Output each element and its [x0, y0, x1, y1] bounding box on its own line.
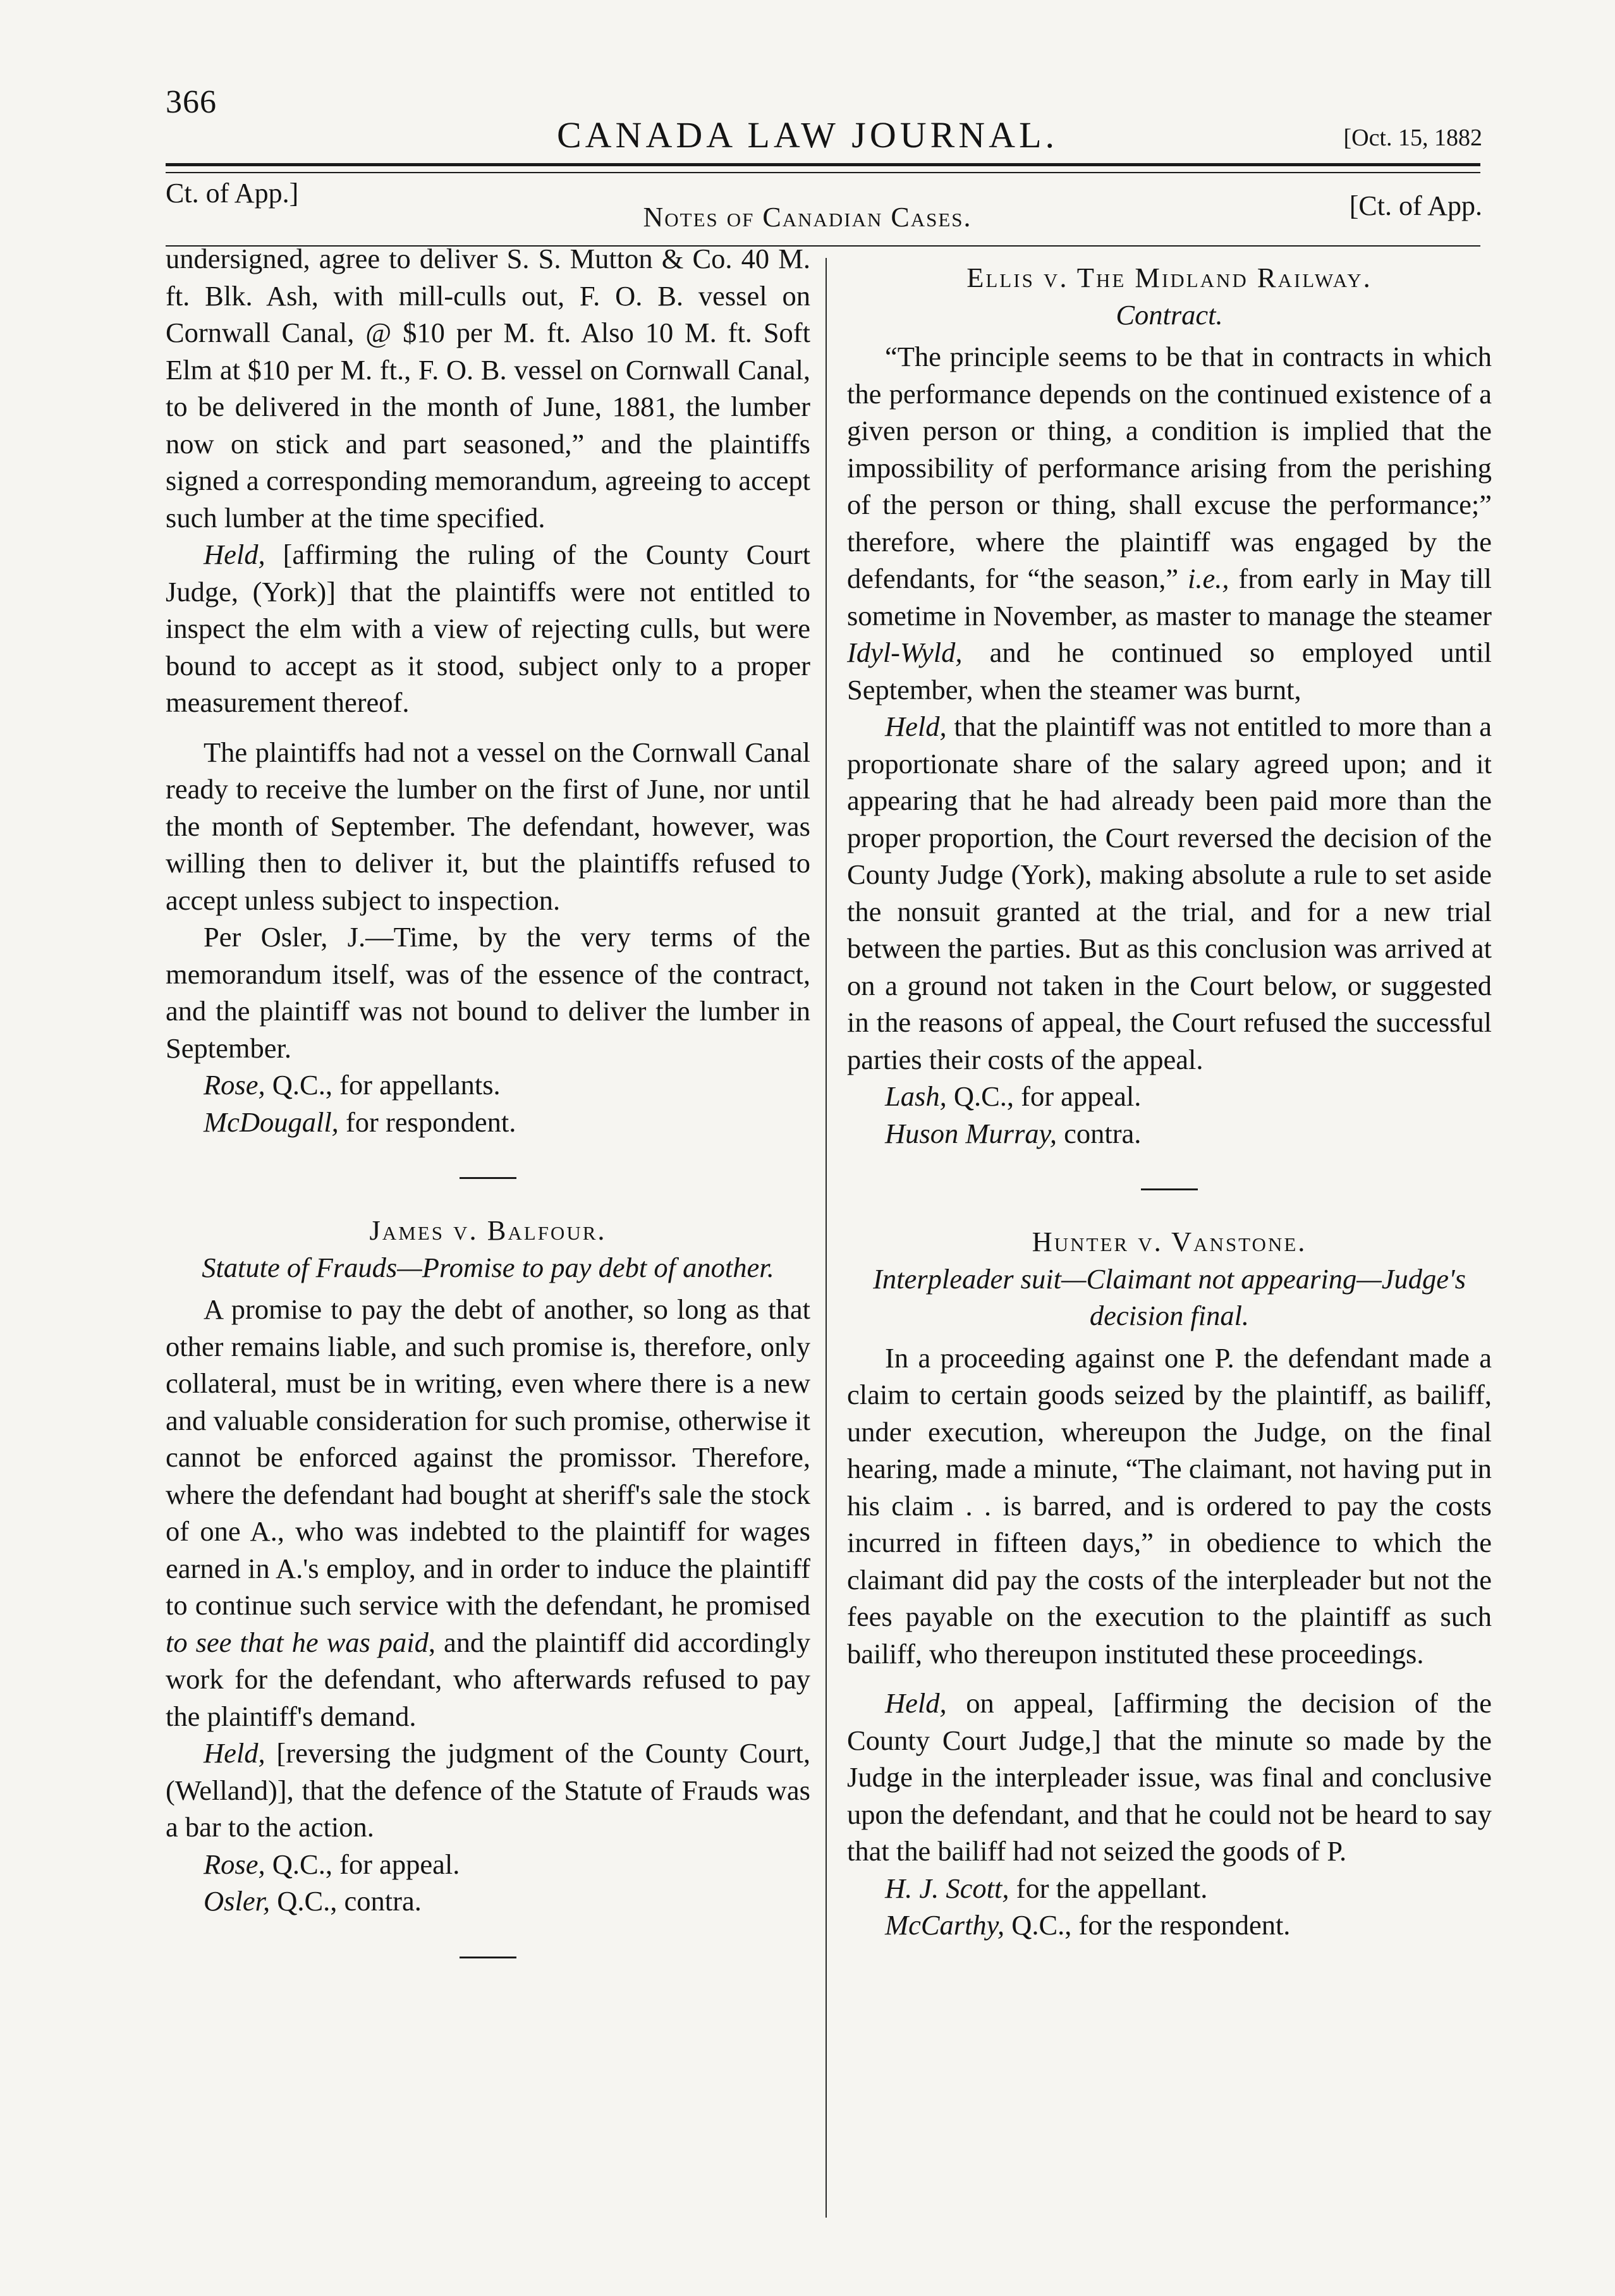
header-rule-thin	[166, 172, 1480, 173]
counsel-role: Q.C., for appellants.	[265, 1069, 501, 1101]
running-head-left: Ct. of App.]	[166, 178, 299, 209]
left-column	[166, 240, 810, 1991]
james-balfour-held-paragraph	[166, 1735, 810, 1846]
case-title-hunter-vanstone: Hunter v. Vanstone.	[1032, 1226, 1307, 1257]
case-title-james-balfour: James v. Balfour.	[369, 1214, 607, 1246]
running-head-right: [Ct. of App.	[1349, 190, 1482, 221]
hunter-held-paragraph	[847, 1685, 1492, 1870]
counsel-role: Q.C., for the respondent.	[1004, 1909, 1291, 1941]
held-label: Held,	[204, 1737, 265, 1769]
counsel-role: for the appellant.	[1009, 1872, 1208, 1904]
held-text: on appeal, [affirming the decision of the County Court Judge,] that the minute so made by the Judge in the interpleader issue, was final and conclusive upon the defendant, and that he could not be heard to say that the bailiff had not seized the goods of P.	[847, 1687, 1492, 1867]
paragraph-text: and he continued so employed until September, when the steamer was burnt,	[847, 637, 1492, 705]
counsel-role: Q.C., for appeal.	[265, 1848, 460, 1880]
paragraph-text: from early in May till sometime in November, as master to manage the steamer	[847, 563, 1492, 632]
paragraph-italic: to see that he was paid	[166, 1626, 429, 1658]
james-balfour-paragraph	[166, 1291, 810, 1735]
counsel-name: Rose,	[204, 1848, 265, 1880]
journal-title: CANADA LAW JOURNAL.	[556, 114, 1058, 156]
held-label: Held,	[204, 539, 265, 570]
hunter-proceeding-paragraph: In a proceeding against one P. the defendant made a claim to certain goods seized by the plaintiff, as bailiff, under execution, whereupon the Judge, on the final hearing, made a minute, “The claimant, not having put in his claim . . is barred, and is ordered to pay the costs incurred in fifteen days,” in obedience to which the claimant did pay the costs of the interpleader but not the fees payable on the execution to the plaintiff as such bailiff, who thereupon instituted these proceedings.	[847, 1341, 1492, 1670]
counsel-name: Rose,	[204, 1069, 265, 1101]
counsel-line	[166, 1066, 810, 1104]
section-separator	[1141, 1188, 1198, 1190]
per-osler-text: —Time, by the very terms of the memorandum itself, was of the essence of the contract, and the plaintiff was not bound to deliver the lumber in September.	[166, 921, 810, 1064]
held-label: Held,	[885, 711, 947, 742]
counsel-name: Osler,	[204, 1885, 271, 1917]
counsel-line	[847, 1870, 1492, 1907]
counsel-role: Q.C., for appeal.	[946, 1080, 1142, 1112]
section-separator	[460, 1957, 516, 1958]
per-osler-paragraph	[166, 919, 810, 1066]
paragraph-text: A promise to pay the debt of another, so long as that other remains liable, and such promise is, therefore, only collateral, must be in writing, even where there is a new and valuable consideration for such promise, otherwise it cannot be enforced against the promissor. Therefore, where the defendant had bought at sheriff's sale the stock of one A., who was indebted to the plaintiff for wages earned in A.'s employ, and in order to induce the plaintiff to continue such service with the defendant, he promised	[166, 1293, 810, 1621]
ellis-held-paragraph	[847, 708, 1492, 1078]
running-head-center: Notes of Canadian Cases.	[643, 202, 972, 233]
counsel-role: Q.C., contra.	[270, 1885, 422, 1917]
ellis-principle-paragraph	[847, 338, 1492, 708]
page-number: 366	[166, 84, 217, 120]
case-title-ellis-midland: Ellis v. The Midland Railway.	[966, 262, 1372, 293]
paragraph-italic: i.e.,	[1187, 563, 1229, 594]
held-text: that the plaintiff was not entitled to more than a proportionate share of the salary agreed upon; and it appearing that he had already been paid more than the proper proportion, the Court reversed the decision of the County Judge (York), making absolute a rule to set aside the nonsuit granted at the trial, and for a new trial between the parties. But as this conclusion was arrived at on a ground not taken in the Court below, or suggested in the reasons of appeal, the Court refused the successful parties their costs of the appeal.	[847, 711, 1492, 1075]
counsel-role: for respondent.	[338, 1106, 516, 1138]
counsel-name: Huson Murray,	[885, 1117, 1057, 1149]
column-divider	[826, 258, 827, 2218]
counsel-line	[847, 1078, 1492, 1115]
right-column	[847, 240, 1492, 1944]
counsel-name: McDougall,	[204, 1106, 339, 1138]
counsel-role: contra.	[1056, 1117, 1142, 1149]
section-separator	[460, 1177, 516, 1179]
case-subtitle: Interpleader suit—Claimant not appearing—Judge's decision final.	[873, 1262, 1466, 1331]
steamer-name: Idyl-Wyld,	[847, 637, 963, 668]
counsel-line	[166, 1104, 810, 1141]
plaintiffs-vessel-paragraph: The plaintiffs had not a vessel on the Cornwall Canal ready to receive the lumber on the first of June, nor until the month of September. The defendant, however, was willing then to deliver it, but the plaintiffs refused to accept unless subject to inspection.	[166, 736, 810, 916]
header-rule-thick	[166, 163, 1480, 166]
counsel-name: Lash,	[885, 1080, 947, 1112]
counsel-line	[166, 1883, 810, 1920]
counsel-name: McCarthy,	[885, 1909, 1005, 1941]
counsel-line	[166, 1846, 810, 1883]
issue-date: [Oct. 15, 1882	[1343, 125, 1482, 151]
mutton-contract-paragraph: undersigned, agree to deliver S. S. Mutton & Co. 40 M. ft. Blk. Ash, with mill-culls out, F. O. B. vessel on Cornwall Canal, @ $10 per M. ft. Also 10 M. ft. Soft Elm at $10 per M. ft., F. O. B. vessel on Cornwall Canal, to be delivered in the month of June, 1881, the lumber now on stick and part seasoned,” and the plaintiffs signed a corresponding memorandum, agreeing to accept such lumber at the time specified.	[166, 243, 810, 534]
counsel-line	[847, 1115, 1492, 1152]
per-osler-label: Per Osler, J.	[204, 921, 366, 953]
mutton-held-paragraph	[166, 536, 810, 721]
paragraph-text: , and the plaintiff did accordingly work for the defendant, who afterwards refused to pay the plaintiff's demand.	[166, 1626, 810, 1732]
held-text: [reversing the judgment of the County Court, (Welland)], that the defence of the Statute of Frauds was a bar to the action.	[166, 1737, 810, 1843]
held-label: Held,	[885, 1687, 947, 1719]
counsel-line	[847, 1907, 1492, 1944]
case-subtitle: Contract.	[1116, 298, 1223, 331]
held-text: [affirming the ruling of the County Court Judge, (York)] that the plaintiffs were not entitled to inspect the elm with a view of rejecting culls, but were bound to accept as it stood, subject only to a proper measurement thereof.	[166, 539, 810, 718]
case-subtitle: Statute of Frauds—Promise to pay debt of another.	[202, 1251, 774, 1283]
counsel-name: H. J. Scott,	[885, 1872, 1009, 1904]
paragraph-text: “The principle seems to be that in contracts in which the performance depends on the continued existence of a given person or thing, a condition is implied that the impossibility of performance arising from the perishing of the person or thing, shall excuse the performance;” therefore, where the plaintiff was engaged by the defendants, for “the season,”	[847, 341, 1492, 594]
